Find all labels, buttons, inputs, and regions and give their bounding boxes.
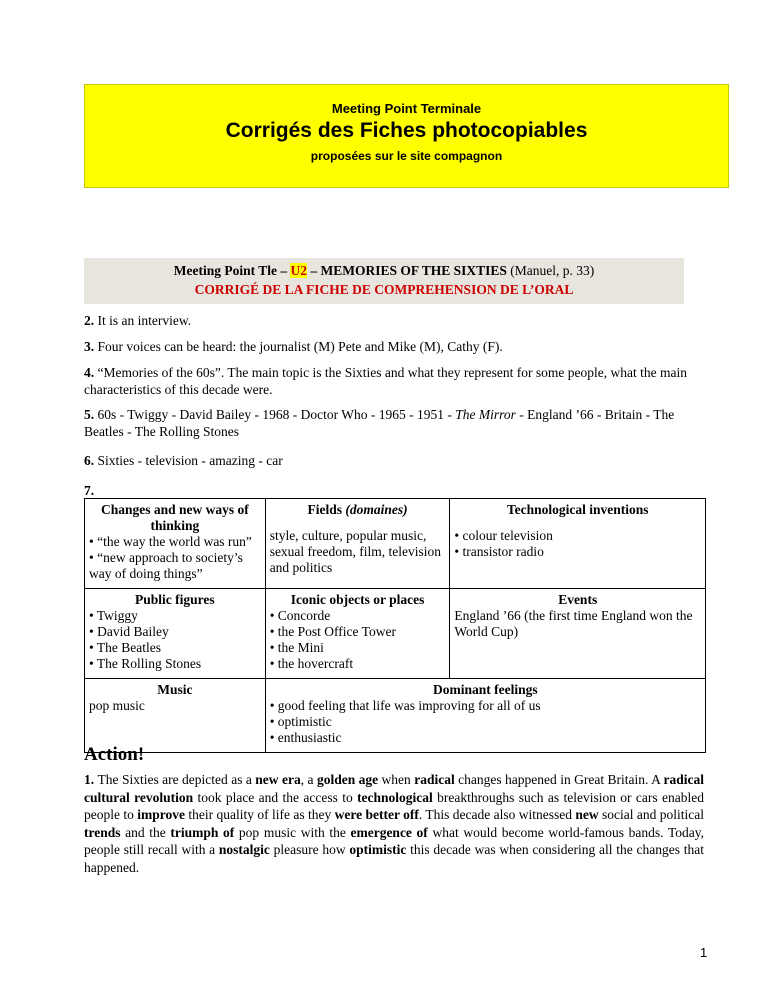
keyword: triumph of bbox=[170, 824, 235, 840]
action-number: 1. bbox=[84, 772, 98, 787]
cell-iconic: Iconic objects or places • Concorde • the Post Office Tower • the Mini • the hovercraft bbox=[265, 589, 450, 679]
text-run: pleasure how bbox=[269, 842, 350, 858]
cell-music: Music pop music bbox=[85, 679, 266, 753]
text-run: this decade was when considering all the changes that happened. bbox=[84, 842, 704, 875]
answer-2: 2. It is an interview. bbox=[84, 313, 192, 328]
keyword: nostalgic bbox=[218, 842, 270, 858]
keyword: emergence of bbox=[350, 824, 428, 840]
keyword: radical bbox=[414, 772, 455, 787]
text-run: when bbox=[378, 772, 415, 787]
keyword: radical cultural revolution bbox=[84, 772, 704, 805]
section-header bbox=[84, 258, 684, 304]
text-run: social and political bbox=[598, 807, 704, 823]
answer-6: 6. Sixties - television - amazing - car bbox=[84, 453, 283, 468]
answer-3: 3. Four voices can be heard: the journalist (M) Pete and Mike (M), Cathy (F). bbox=[84, 339, 503, 354]
cell-tech: Technological inventions • colour television • transistor radio bbox=[450, 499, 706, 589]
text-run: breakthroughs such as television or cars enabled people to bbox=[84, 789, 704, 823]
answer-7-label: 7. bbox=[84, 483, 95, 498]
title-banner bbox=[84, 84, 729, 188]
keyword: technological bbox=[357, 789, 433, 805]
keyword: new bbox=[575, 807, 599, 823]
unit-highlight: U2 bbox=[290, 263, 307, 278]
text-run: took place and the access to bbox=[193, 789, 358, 805]
answer-4: 4. “Memories of the 60s”. The main topic is the Sixties and what they represent for some people, what the main characteristics of this decade were. bbox=[84, 365, 687, 397]
answer-5: 5. 60s - Twiggy - David Bailey - 1968 - Doctor Who - 1965 - 1951 - The Mirror - England ’66 - Britain - The Beatles - The Rolling Stones bbox=[84, 407, 675, 439]
section-title: Meeting Point Tle – U2 – MEMORIES OF THE SIXTIES (Manuel, p. 33) bbox=[173, 263, 595, 278]
banner-series: Meeting Point Terminale bbox=[331, 101, 482, 116]
text-run: changes happened in Great Britain. A bbox=[454, 772, 664, 787]
cell-public-figures: Public figures • Twiggy • David Bailey • The Beatles • The Rolling Stones bbox=[85, 589, 266, 679]
section-subtitle: CORRIGÉ DE LA FICHE DE COMPREHENSION DE L’ORAL bbox=[194, 282, 574, 297]
answer-7-table bbox=[84, 498, 706, 753]
text-run: , a bbox=[300, 772, 317, 787]
keyword: trends bbox=[84, 824, 121, 840]
keyword: new era bbox=[255, 772, 301, 787]
cell-feelings: Dominant feelings • good feeling that life was improving for all of us • optimistic • enthusiastic bbox=[265, 679, 705, 753]
cell-changes: Changes and new ways of thinking • “the way the world was run” • “new approach to society’s way of doing things” bbox=[85, 499, 266, 589]
action-paragraph bbox=[84, 771, 704, 877]
action-heading: Action! bbox=[84, 744, 145, 765]
cell-events: Events England ’66 (the first time England won the World Cup) bbox=[450, 589, 706, 679]
keyword: golden age bbox=[316, 772, 379, 787]
banner-subtitle: proposées sur le site compagnon bbox=[310, 149, 503, 163]
keyword: improve bbox=[137, 807, 185, 823]
text-run: . This decade also witnessed bbox=[418, 807, 576, 823]
text-run: what would become world-famous bands. Today, people still recall with a bbox=[84, 824, 704, 858]
banner-title: Corrigés des Fiches photocopiables bbox=[225, 119, 588, 142]
keyword: were better off bbox=[334, 807, 419, 823]
cell-fields: Fields (domaines) style, culture, popular music, sexual freedom, film, television and politics bbox=[265, 499, 450, 589]
text-run: their quality of life as they bbox=[185, 807, 335, 823]
text-run: The Sixties are depicted as a bbox=[97, 772, 256, 787]
page-number: 1 bbox=[700, 945, 708, 960]
text-run: pop music with the bbox=[234, 824, 351, 840]
keyword: optimistic bbox=[349, 842, 407, 858]
text-run: and the bbox=[120, 824, 171, 840]
